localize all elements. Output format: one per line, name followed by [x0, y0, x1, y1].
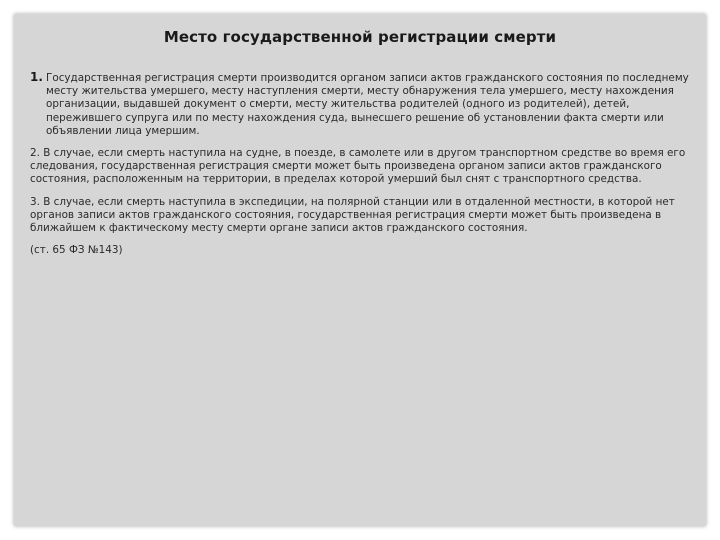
list-item-text: Государственная регистрация смерти производится органом записи актов гражданского состояния по последнему месту жительства умершего, месту наступления смерти, месту обнаружения тела умершего, месту нахождения организации, выдавшей документ о смерти, месту жительства родителей (одного из родителей), детей, пережившего супруга или по месту нахождения суда, вынесшего решение об установлении факта смерти или объявлении лица умершим.: [46, 72, 689, 137]
paragraph-3: 3. В случае, если смерть наступила в экспедиции, на полярной станции или в отдаленной местности, в которой нет органов записи актов гражданского состояния, государственная регистрация смерти может быть произведена в ближайшем к фактическому месту смерти органе записи актов гражданского состояния.: [30, 195, 675, 235]
law-reference: (ст. 65 ФЗ №143): [30, 244, 123, 257]
list-item-number: 1.: [30, 70, 43, 84]
slide: [14, 14, 706, 526]
paragraph-2: 2. В случае, если смерть наступила на судне, в поезде, в самолете или в другом транспортном средстве во время его следования, государственная регистрация смерти может быть произведена органом записи актов гражданского состояния, расположенным на территории, в пределах которой умерший был снят с транспортного средства.: [30, 147, 686, 186]
list-item-1: [30, 72, 690, 138]
slide-title: Место государственной регистрации смерти: [163, 28, 557, 46]
slide-content: [30, 72, 690, 257]
